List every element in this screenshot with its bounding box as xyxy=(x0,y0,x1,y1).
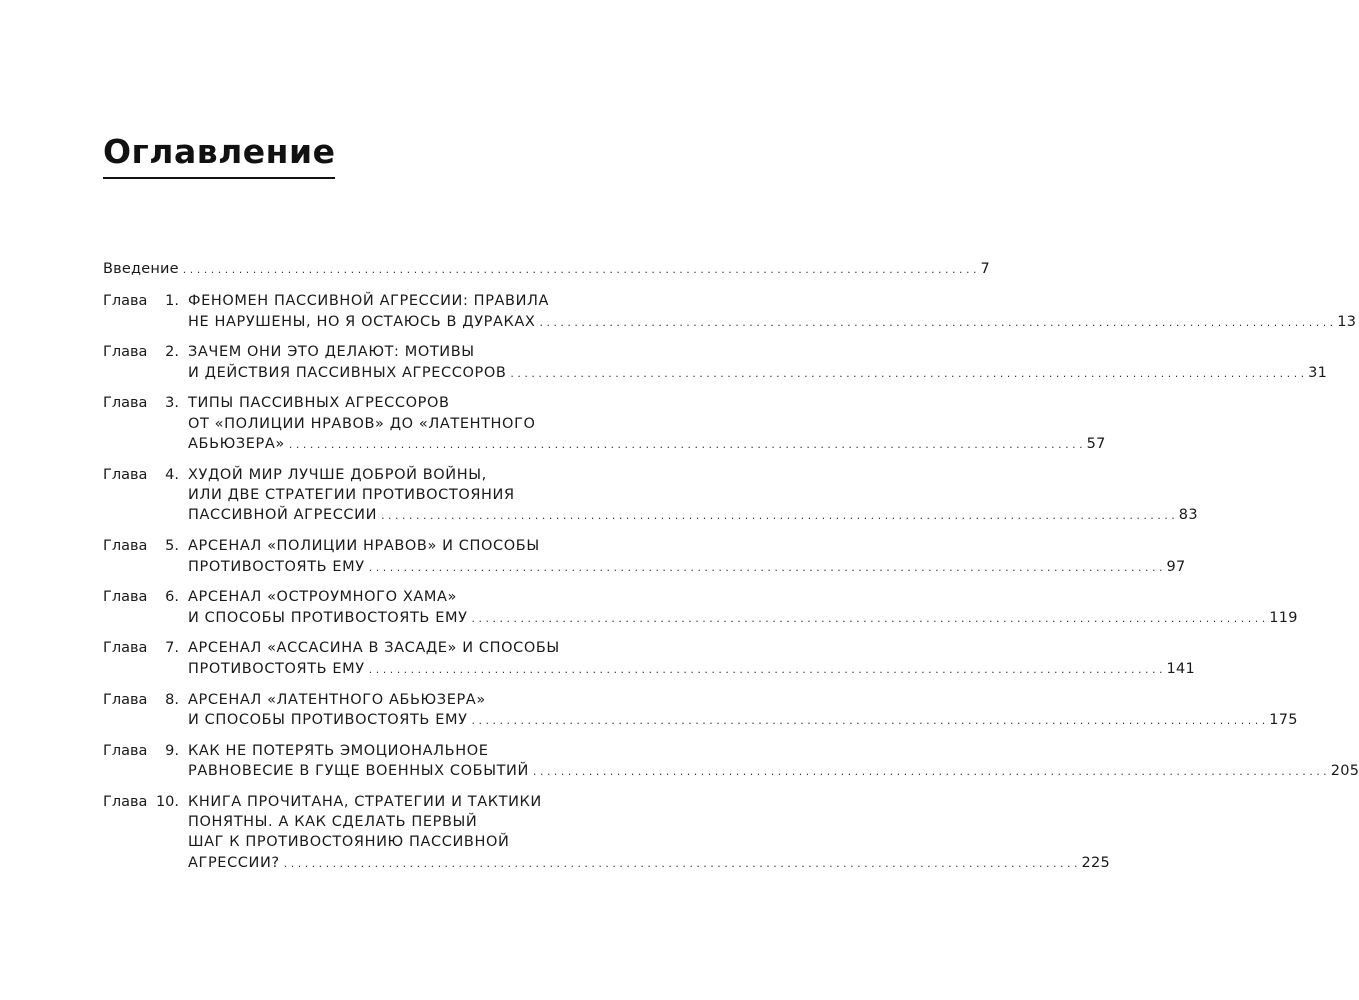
chapter-title-line: АРСЕНАЛ «ЛАТЕНТНОГО АБЬЮЗЕРА» xyxy=(188,691,486,708)
chapter-title xyxy=(188,690,1298,732)
chapter-title-line: ПАССИВНОЙ АГРЕССИИ xyxy=(188,507,378,524)
dot-leader xyxy=(369,557,1163,578)
chapter-title-line: ПРОТИВОСТОЯТЬ ЕМУ xyxy=(188,558,365,575)
chapter-title-line: И ДЕЙСТВИЯ ПАССИВНЫХ АГРЕССОРОВ xyxy=(188,364,507,381)
chapter-title-line: АГРЕССИИ? xyxy=(188,854,280,871)
dot-leader xyxy=(183,259,977,280)
chapter-title-line: КНИГА ПРОЧИТАНА, СТРАТЕГИИ И ТАКТИКИ xyxy=(188,793,542,810)
toc-page-number: 13 xyxy=(1337,313,1357,330)
toc-page-number: 175 xyxy=(1269,711,1298,728)
chapter-label xyxy=(103,638,188,680)
toc-entry-chapter-7[interactable] xyxy=(103,638,1196,680)
toc-entry-chapter-1[interactable] xyxy=(103,291,1357,333)
chapter-title xyxy=(188,465,1198,527)
chapter-number: 2. xyxy=(165,344,179,361)
toc-entry-chapter-8[interactable] xyxy=(103,690,1298,732)
chapter-title xyxy=(188,587,1298,629)
dot-leader xyxy=(533,761,1327,782)
toc-entry-intro[interactable] xyxy=(103,259,991,280)
toc-entry-chapter-5[interactable] xyxy=(103,536,1186,578)
title-underline xyxy=(103,177,335,179)
chapter-title xyxy=(188,342,1327,384)
chapter-number: 5. xyxy=(165,538,179,555)
toc-entry-chapter-6[interactable] xyxy=(103,587,1298,629)
dot-leader xyxy=(381,505,1175,526)
chapter-title xyxy=(188,393,1106,455)
chapter-title-line: И СПОСОБЫ ПРОТИВОСТОЯТЬ ЕМУ xyxy=(188,609,468,626)
chapter-label xyxy=(103,465,188,527)
chapter-number: 8. xyxy=(165,691,179,708)
chapter-title xyxy=(188,741,1359,783)
chapter-number: 4. xyxy=(165,466,179,483)
chapter-title-line: И СПОСОБЫ ПРОТИВОСТОЯТЬ ЕМУ xyxy=(188,711,468,728)
chapter-number: 1. xyxy=(165,293,179,310)
chapter-word: Глава xyxy=(103,793,148,810)
chapter-number: 10. xyxy=(155,793,179,810)
chapter-title-line: ИЛИ ДВЕ СТРАТЕГИИ ПРОТИВОСТОЯНИЯ xyxy=(188,487,515,504)
chapter-word: Глава xyxy=(103,691,148,708)
chapter-title-line: АРСЕНАЛ «ПОЛИЦИИ НРАВОВ» И СПОСОБЫ xyxy=(188,538,540,555)
chapter-title xyxy=(188,792,1110,874)
toc-entry-chapter-10[interactable] xyxy=(103,792,1111,874)
toc-entry-chapter-2[interactable] xyxy=(103,342,1328,384)
chapter-word: Глава xyxy=(103,538,148,555)
chapter-label xyxy=(103,342,188,384)
chapter-title-line: ПОНЯТНЫ. А КАК СДЕЛАТЬ ПЕРВЫЙ xyxy=(188,814,478,831)
toc-page-number: 57 xyxy=(1086,436,1106,453)
toc-page-number: 83 xyxy=(1178,507,1198,524)
chapter-word: Глава xyxy=(103,589,148,606)
page-title: Оглавление xyxy=(103,132,336,171)
chapter-word: Глава xyxy=(103,742,148,759)
toc-page-number: 7 xyxy=(980,261,991,277)
chapter-title xyxy=(188,291,1356,333)
toc-page-number: 225 xyxy=(1081,854,1111,871)
chapter-title-line: ФЕНОМЕН ПАССИВНОЙ АГРЕССИИ: ПРАВИЛА xyxy=(188,293,550,310)
chapter-title xyxy=(188,638,1195,680)
chapter-title-line: ТИПЫ ПАССИВНЫХ АГРЕССОРОВ xyxy=(188,395,450,412)
toc-page-number: 31 xyxy=(1308,364,1328,381)
chapter-title-line: ШАГ К ПРОТИВОСТОЯНИЮ ПАССИВНОЙ xyxy=(188,834,510,851)
chapter-label xyxy=(103,690,188,732)
table-of-contents xyxy=(103,259,1359,883)
toc-page-number: 205 xyxy=(1330,762,1359,779)
toc-entry-chapter-3[interactable] xyxy=(103,393,1106,455)
dot-leader xyxy=(289,434,1083,455)
toc-entry-chapter-4[interactable] xyxy=(103,465,1198,527)
toc-page-number: 97 xyxy=(1166,558,1186,575)
chapter-title-line: ЗАЧЕМ ОНИ ЭТО ДЕЛАЮТ: МОТИВЫ xyxy=(188,344,475,361)
chapter-word: Глава xyxy=(103,344,148,361)
chapter-word: Глава xyxy=(103,466,148,483)
chapter-word: Глава xyxy=(103,395,148,412)
chapter-title-line: АРСЕНАЛ «АССАСИНА В ЗАСАДЕ» И СПОСОБЫ xyxy=(188,640,560,657)
chapter-number: 6. xyxy=(165,589,179,606)
chapter-word: Глава xyxy=(103,293,148,310)
chapter-title-line: ПРОТИВОСТОЯТЬ ЕМУ xyxy=(188,660,365,677)
toc-entry-title: Введение xyxy=(103,261,179,277)
dot-leader xyxy=(472,710,1266,731)
chapter-title-line: ОТ «ПОЛИЦИИ НРАВОВ» ДО «ЛАТЕНТНОГО xyxy=(188,415,536,432)
dot-leader xyxy=(284,853,1078,874)
chapter-title-line: НЕ НАРУШЕНЫ, НО Я ОСТАЮСЬ В ДУРАКАХ xyxy=(188,313,536,330)
toc-page-number: 119 xyxy=(1269,609,1298,626)
chapter-number: 3. xyxy=(165,395,179,412)
chapter-label xyxy=(103,393,188,455)
toc-page-number: 141 xyxy=(1166,660,1196,677)
chapter-title-line: АРСЕНАЛ «ОСТРОУМНОГО ХАМА» xyxy=(188,589,457,606)
dot-leader xyxy=(369,659,1163,680)
chapter-label xyxy=(103,587,188,629)
dot-leader xyxy=(510,363,1304,384)
chapter-title xyxy=(188,536,1186,578)
chapter-title-line: ХУДОЙ МИР ЛУЧШЕ ДОБРОЙ ВОЙНЫ, xyxy=(188,466,487,483)
chapter-title-line: РАВНОВЕСИЕ В ГУЩЕ ВОЕННЫХ СОБЫТИЙ xyxy=(188,762,529,779)
dot-leader xyxy=(539,312,1333,333)
chapter-label xyxy=(103,536,188,578)
chapter-word: Глава xyxy=(103,640,148,657)
chapter-number: 7. xyxy=(165,640,179,657)
dot-leader xyxy=(472,608,1266,629)
toc-entry-chapter-9[interactable] xyxy=(103,741,1359,783)
chapter-label xyxy=(103,741,188,783)
chapter-number: 9. xyxy=(165,742,179,759)
chapter-label xyxy=(103,291,188,333)
chapter-label xyxy=(103,792,188,874)
chapter-title-line: АБЬЮЗЕРА» xyxy=(188,436,285,453)
chapter-title-line: КАК НЕ ПОТЕРЯТЬ ЭМОЦИОНАЛЬНОЕ xyxy=(188,742,489,759)
